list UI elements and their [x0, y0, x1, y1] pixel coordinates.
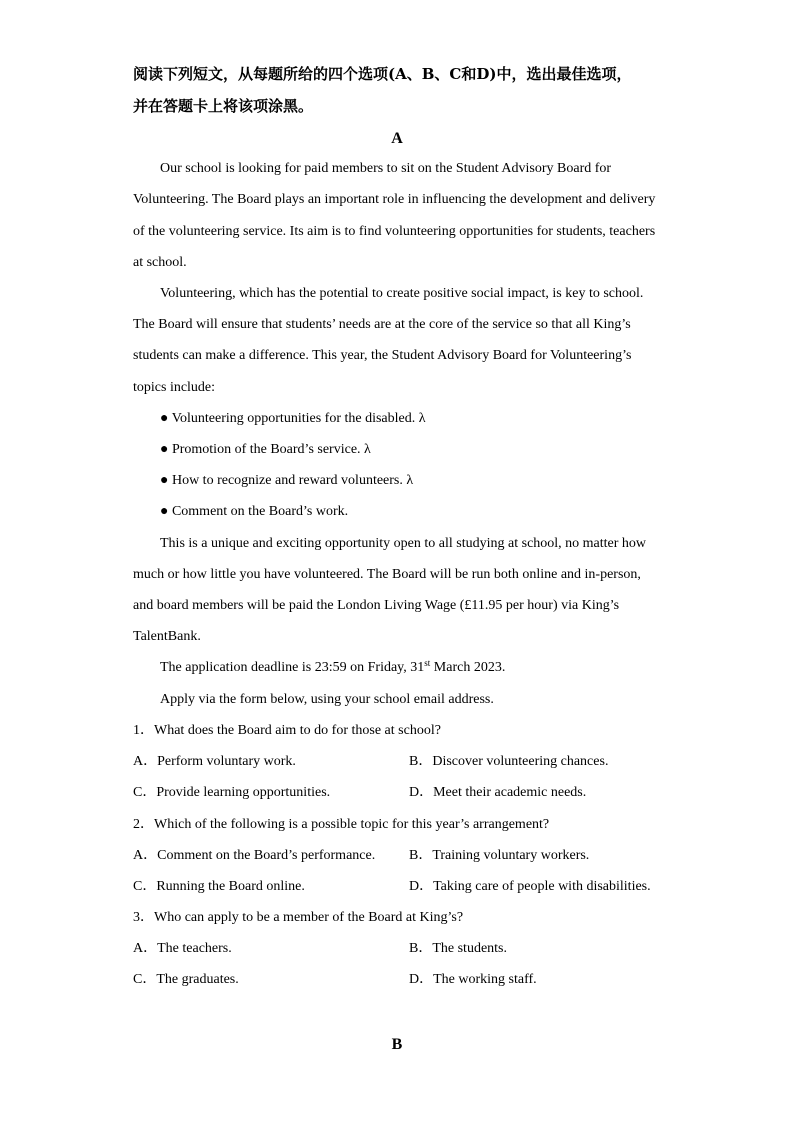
topic-bullet: ● Comment on the Board’s work.: [160, 504, 349, 519]
option-d: D．The working staff.: [409, 972, 537, 987]
option-a: A．The teachers.: [133, 941, 232, 956]
option-a: A．Perform voluntary work.: [133, 754, 296, 769]
topic-bullet: ● Promotion of the Board’s service. λ: [160, 442, 371, 457]
option-b: B．The students.: [409, 941, 507, 956]
paragraph-3-line: TalentBank.: [133, 629, 201, 644]
paragraph-1-line: Volunteering. The Board plays an important role in influencing the development and delivery: [133, 192, 656, 207]
topic-bullet: ● Volunteering opportunities for the disabled. λ: [160, 411, 426, 426]
deadline-ordinal-suffix: st: [424, 658, 431, 668]
paragraph-1-line: Our school is looking for paid members to sit on the Student Advisory Board for: [160, 161, 612, 176]
paragraph-1-line: of the volunteering service. Its aim is to find volunteering opportunities for students, teachers: [133, 224, 656, 239]
option-c: C．Provide learning opportunities.: [133, 785, 331, 800]
option-d: D．Taking care of people with disabilities.: [409, 879, 651, 894]
instructions-line-2: 并在答题卡上将该项涂黑。: [133, 97, 314, 115]
paragraph-1-line: at school.: [133, 255, 187, 270]
option-b: B．Training voluntary workers.: [409, 848, 590, 863]
option-c: C．The graduates.: [133, 972, 239, 987]
instructions-line-1: 阅读下列短文，从每题所给的四个选项(A、B、C和D)中，选出最佳选项，: [133, 65, 632, 83]
deadline-line: [160, 659, 505, 677]
question-stem: 2．Which of the following is a possible topic for this year’s arrangement?: [133, 817, 550, 832]
question-stem: 1．What does the Board aim to do for those at school?: [133, 723, 441, 738]
option-b: B．Discover volunteering chances.: [409, 754, 609, 769]
paragraph-2-line: The Board will ensure that students’ needs are at the core of the service so that all King’s: [133, 317, 631, 332]
apply-line: Apply via the form below, using your school email address.: [160, 692, 494, 707]
option-d: D．Meet their academic needs.: [409, 785, 587, 800]
paragraph-2-line: topics include:: [133, 380, 216, 395]
deadline-month: March 2023.: [430, 660, 506, 675]
deadline-text: The application deadline is 23:59 on Friday, 31: [160, 660, 425, 675]
option-a: A．Comment on the Board’s performance.: [133, 848, 376, 863]
paragraph-3-line: This is a unique and exciting opportunity open to all studying at school, no matter how: [160, 536, 647, 551]
section-b-title: B: [391, 1036, 403, 1053]
paragraph-3-line: much or how little you have volunteered. The Board will be run both online and in-person,: [133, 567, 641, 582]
paragraph-2-line: Volunteering, which has the potential to create positive social impact, is key to school.: [160, 286, 644, 301]
paragraph-2-line: students can make a difference. This year, the Student Advisory Board for Volunteering’s: [133, 348, 632, 363]
question-stem: 3．Who can apply to be a member of the Board at King’s?: [133, 910, 464, 925]
option-c: C．Running the Board online.: [133, 879, 305, 894]
topic-bullet: ● How to recognize and reward volunteers. λ: [160, 473, 414, 488]
paragraph-3-line: and board members will be paid the London Living Wage (£11.95 per hour) via King’s: [133, 598, 620, 613]
section-a-title: A: [391, 130, 403, 147]
